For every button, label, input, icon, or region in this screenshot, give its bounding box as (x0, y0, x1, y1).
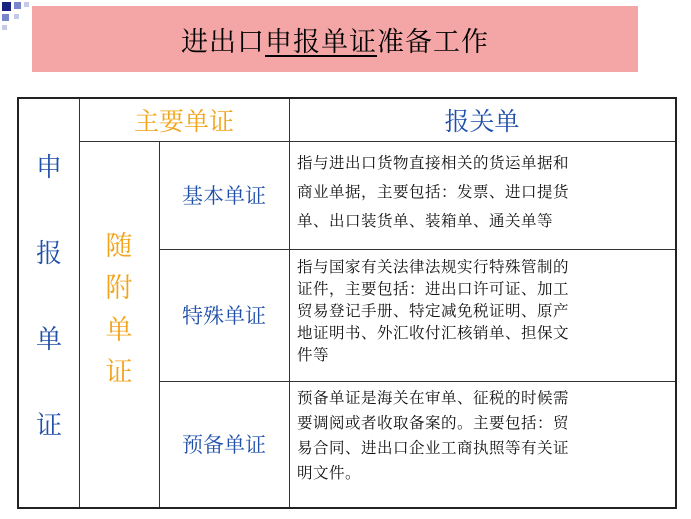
description-basic (297, 149, 673, 247)
description-line: 明文件。 (297, 464, 362, 482)
side-label-char: 申 (35, 153, 62, 183)
description-special (297, 256, 673, 380)
side-label-char: 单 (35, 325, 62, 355)
title-underlined: 申报单证 (265, 26, 377, 58)
description-line: 件等 (297, 346, 330, 364)
description-line: 指与国家有关法律法规实行特殊管制的 (297, 258, 570, 276)
description-line: 要调阅或者收取备案的。主要包括：贸 (297, 414, 570, 432)
title-bar (32, 6, 638, 72)
group-label-char: 附 (105, 273, 133, 304)
description-line: 指与进出口货物直接相关的货运单据和 (297, 154, 570, 172)
description-line: 易合同、进出口企业工商执照等有关证 (297, 439, 570, 457)
description-line: 贸易登记手册、特定减免税证明、原产 (297, 302, 570, 320)
page-title (181, 20, 489, 59)
group-label-char: 单 (105, 315, 133, 346)
description-preparatory (297, 386, 673, 506)
group-label-char: 随 (105, 231, 133, 262)
side-label-char: 报 (35, 239, 62, 269)
description-line: 商业单据，主要包括：发票、进口提货 (297, 183, 570, 201)
description-line: 预备单证是海关在审单、征税的时候需 (297, 389, 570, 407)
header-declaration-form: 报关单 (444, 107, 520, 136)
group-label-char: 证 (105, 357, 133, 388)
side-label-column (19, 99, 79, 507)
header-main-documents: 主要单证 (133, 107, 234, 136)
description-line: 单、出口装货单、装箱单、通关单等 (297, 212, 554, 230)
category-preparatory: 预备单证 (182, 433, 266, 457)
description-line: 地证明书、外汇收付汇核销单、担保文 (297, 324, 570, 342)
title-prefix: 进出口 (181, 26, 265, 58)
title-suffix: 准备工作 (377, 26, 489, 58)
category-basic: 基本单证 (182, 184, 266, 208)
side-label-char: 证 (35, 411, 62, 441)
document-table (17, 97, 677, 509)
category-special: 特殊单证 (182, 304, 266, 328)
description-line: 证件，主要包括：进出口许可证、加工 (297, 280, 570, 298)
group-label-column (79, 141, 159, 507)
